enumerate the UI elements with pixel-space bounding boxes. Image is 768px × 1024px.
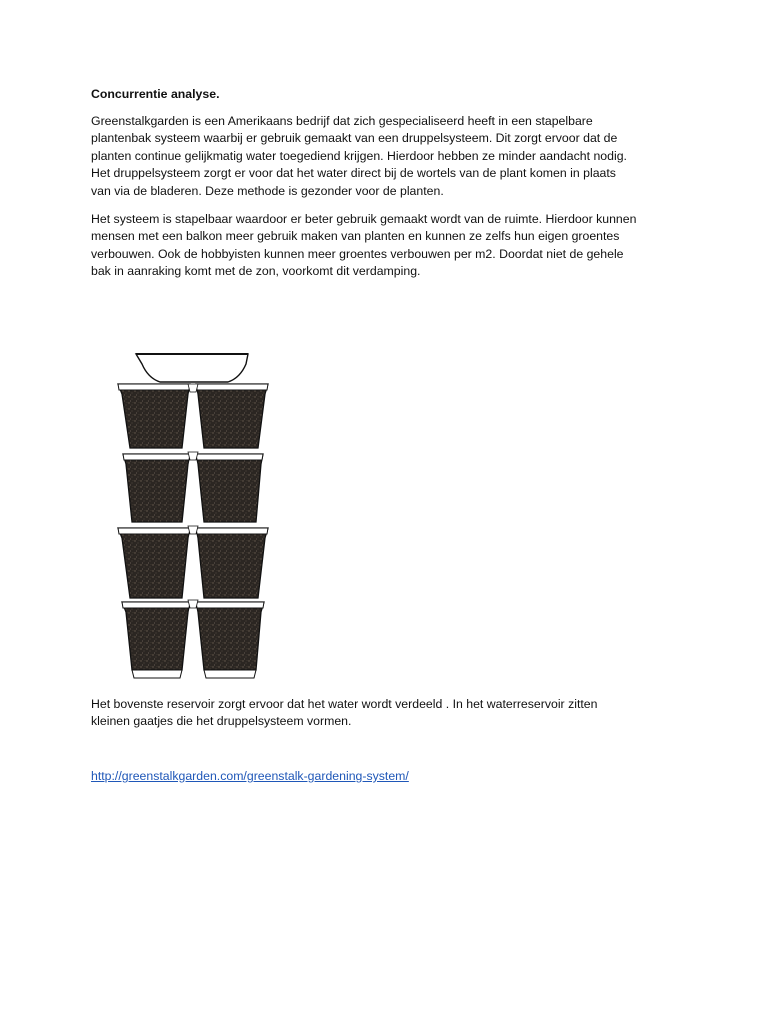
planter-tier-4 — [122, 600, 264, 678]
planter-tier-3 — [118, 526, 268, 598]
paragraph-line: planten continue gelijkmatig water toegediend krijgen. Hierdoor hebben ze minder aandacht nodig. — [91, 148, 627, 163]
paragraph-line: Greenstalkgarden is een Amerikaans bedrijf dat zich gespecialiseerd heeft in een stapelbare — [91, 114, 593, 128]
paragraph-line: kleinen gaatjes die het druppelsysteem vormen. — [91, 714, 352, 729]
paragraph-line: Het bovenste reservoir zorgt ervoor dat het water wordt verdeeld . In het waterreservoir zitten — [91, 697, 598, 711]
top-reservoir — [136, 354, 248, 382]
greenstalk-link[interactable]: http://greenstalkgarden.com/greenstalk-gardening-system/ — [91, 769, 409, 783]
paragraph-line: plantenbak systeem waarbij er gebruik gemaakt van een druppelsysteem. Dit zorgt ervoor dat de — [91, 131, 618, 146]
paragraph-line: van via de bladeren. Deze methode is gezonder voor de planten. — [91, 183, 444, 198]
paragraph-line: Het systeem is stapelbaar waardoor er beter gebruik gemaakt wordt van de ruimte. Hierdoor kunnen — [91, 212, 637, 226]
stacked-planter-illustration — [110, 348, 278, 688]
paragraph-line: mensen met een balkon meer gebruik maken van planten en kunnen ze zelfs hun eigen groentes — [91, 229, 620, 244]
paragraph-reservoir — [91, 696, 691, 731]
paragraph-line: bak in aanraking komt met de zon, voorkomt dit verdamping. — [91, 264, 421, 279]
paragraph-intro — [91, 113, 691, 200]
paragraph-line: Het druppelsysteem zorgt er voor dat het water direct bij de wortels van de plant komen in plaats — [91, 166, 616, 181]
planter-tier-2 — [123, 452, 263, 522]
document-heading — [91, 86, 691, 103]
paragraph-line: verbouwen. Ook de hobbyisten kunnen meer groentes verbouwen per m2. Doordat niet de gehele — [91, 246, 624, 261]
paragraph-stacking — [91, 211, 691, 281]
planter-tier-1 — [118, 384, 268, 448]
heading-text: Concurrentie analyse. — [91, 87, 220, 101]
